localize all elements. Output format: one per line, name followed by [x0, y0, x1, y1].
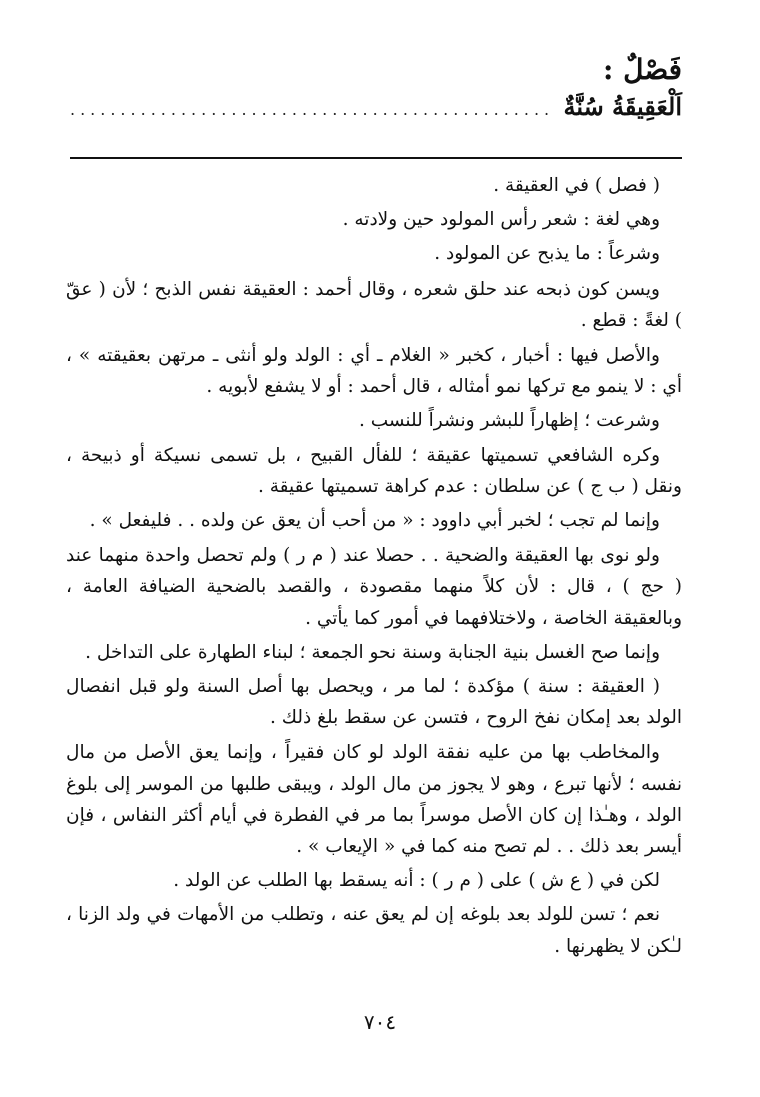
paragraph: وإنما صح الغسل بنية الجنابة وسنة نحو الجمعة ؛ لبناء الطهارة على التداخل .: [85, 641, 660, 663]
section-header: [70, 52, 682, 121]
paragraph: ويسن كون ذبحه عند حلق شعره ، وقال أحمد : العقيقة نفس الذبح ؛ لأن ( عقّ ) لغةً : قطع .: [66, 278, 682, 331]
paragraph: وشرعت ؛ إظهاراً للبشر ونشراً للنسب .: [359, 410, 660, 432]
paragraph: والمخاطب بها من عليه نفقة الولد لو كان فقيراً ، وإنما يعق الأصل من مال نفسه ؛ لأنها تبرع ، وهو لا يجوز من مال الولد ، ويبقى طلبها من الموسر إلى بلوغ الولد ، وهـٰذا إن كان الأصل موسراً بما مر في الفطرة في أيام أكثر النفاس ، فإن أيسر بعد ذلك . . لم تصح منه كما في « الإيعاب » .: [66, 742, 682, 858]
paragraph: ( فصل ) في العقيقة .: [493, 175, 660, 196]
matn-text: اَلْعَقِيقَةُ سُنَّةٌ: [563, 92, 682, 121]
commentary-body: [66, 170, 682, 965]
paragraph: ولو نوى بها العقيقة والضحية . . حصلا عند ( م ر ) ولم تحصل واحدة منهما عند ( حج ) ، قال : لأن كلاً منهما مقصودة ، والقصد بالضحية الضيافة العامة ، وبالعقيقة الخاصة ، ولاختلافهما في أمور كما يأتي .: [66, 545, 682, 629]
paragraph: لكن في ( ع ش ) على ( م ر ) : أنه يسقط بها الطلب عن الولد .: [173, 870, 660, 892]
matn-line: [70, 92, 682, 121]
paragraph: وإنما لم تجب ؛ لخبر أبي داوود : « من أحب أن يعق عن ولده . . فليفعل » .: [89, 510, 660, 532]
paragraph: وشرعاً : ما يذبح عن المولود .: [434, 243, 660, 265]
paragraph: ( العقيقة : سنة ) مؤكدة ؛ لما مر ، ويحصل بها أصل السنة ولو قبل انفصال الولد بعد إمكان نفخ الروح ، فتسن عن سقط بلغ ذلك .: [66, 676, 682, 729]
paragraph: والأصل فيها : أخبار ، كخبر « الغلام ـ أي : الولد ولو أنثى ـ مرتهن بعقيقته » ، أي : لا ينمو مع تركها نمو أمثاله ، قال أحمد : أو لا يشفع لأبويه .: [66, 345, 682, 398]
separator-rule: [70, 157, 682, 159]
paragraph: نعم ؛ تسن للولد بعد بلوغه إن لم يعق عنه ، وتطلب من الأمهات في ولد الزنا ، لـٰكن لا يظهرنها .: [66, 904, 682, 957]
paragraph: وهي لغة : شعر رأس المولود حين ولادته .: [342, 209, 660, 231]
paragraph: وكره الشافعي تسميتها عقيقة ؛ للفأل القبيح ، بل تسمى نسيكة أو ذبيحة ، ونقل ( ب ج ) عن سلطان : عدم كراهة تسميتها عقيقة .: [66, 444, 682, 497]
dotted-leader: ................................................: [70, 100, 555, 119]
section-label: فَصْلٌ :: [603, 53, 682, 86]
page-number: ٧٠٤: [363, 1010, 397, 1034]
